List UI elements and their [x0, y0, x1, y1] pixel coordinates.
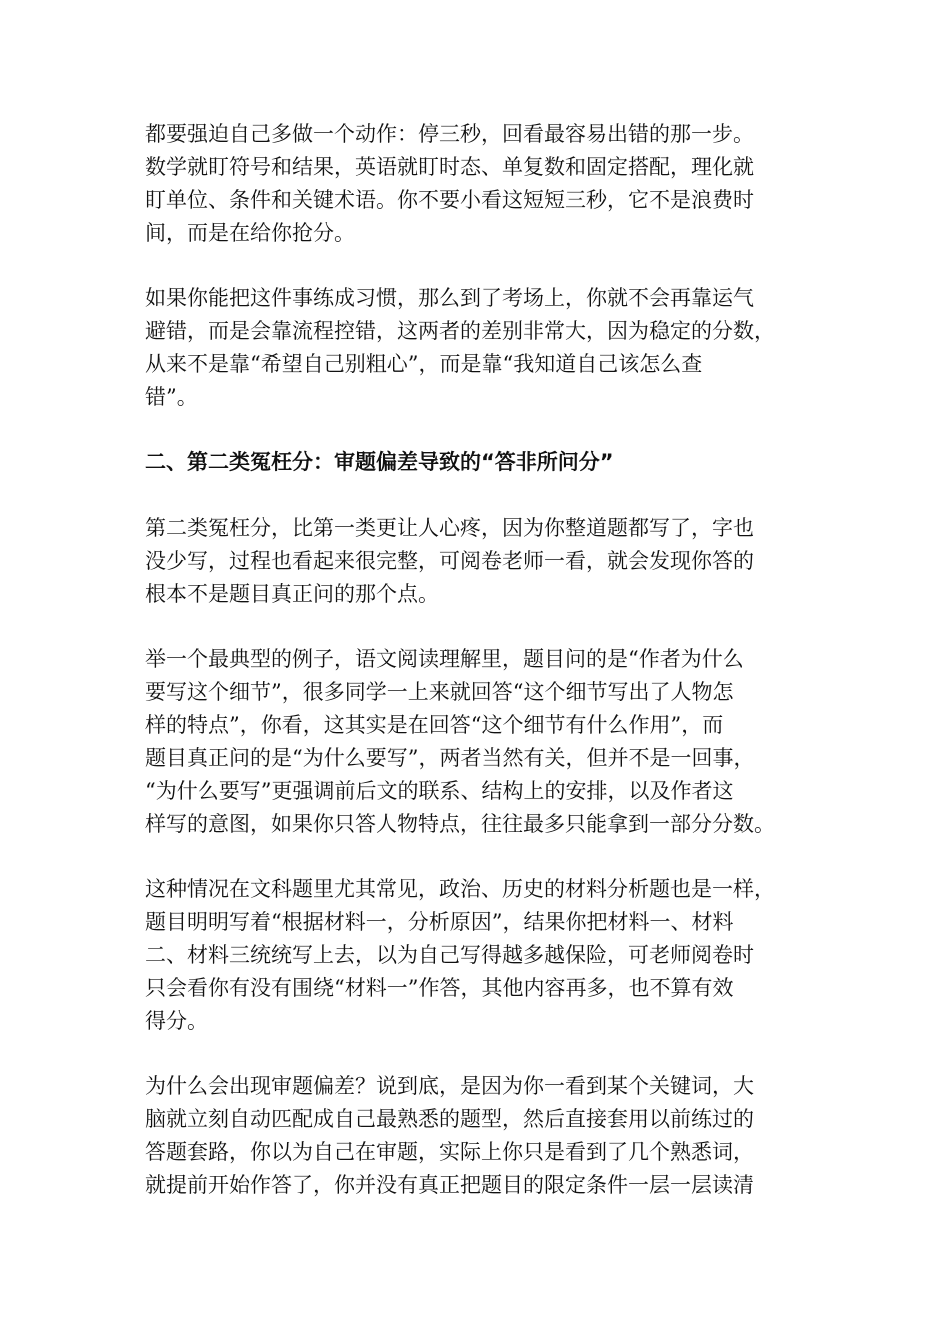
text-line: 为什么会出现审题偏差？说到底，是因为你一看到某个关键词，大: [145, 1074, 754, 1098]
text-line: 盯单位、条件和关键术语。你不要小看这短短三秒，它不是浪费时: [145, 188, 754, 212]
text-line: 这种情况在文科题里尤其常见，政治、历史的材料分析题也是一样，: [145, 877, 775, 901]
text-line: 题目真正问的是“为什么要写”，两者当然有关，但并不是一回事，: [145, 746, 755, 770]
text-line: 样写的意图，如果你只答人物特点，往往最多只能拿到一部分分数。: [145, 812, 775, 836]
text-line: 二、材料三统统写上去，以为自己写得越多越保险，可老师阅卷时: [145, 943, 754, 967]
text-line: 第二类冤枉分，比第一类更让人心疼，因为你整道题都写了，字也: [145, 516, 754, 540]
paragraph-habit-result: [145, 282, 810, 414]
text-line: 避错，而是会靠流程控错，这两者的差别非常大，因为稳定的分数，: [145, 319, 775, 343]
text-line: 如果你能把这件事练成习惯，那么到了考场上，你就不会再靠运气: [145, 286, 754, 310]
text-line: 举一个最典型的例子，语文阅读理解里，题目问的是“作者为什么: [145, 647, 744, 671]
paragraph-chinese-example: [145, 643, 810, 841]
text-line: 题目明明写着“根据材料一，分析原因”，结果你把材料一、材料: [145, 910, 734, 934]
text-line: 答题套路，你以为自己在审题，实际上你只是看到了几个熟悉词，: [145, 1140, 754, 1164]
text-line: 都要强迫自己多做一个动作：停三秒，回看最容易出错的那一步。: [145, 122, 754, 146]
text-line: 没少写，过程也看起来很完整，可阅卷老师一看，就会发现你答的: [145, 549, 754, 573]
paragraph-check-habit: [145, 118, 810, 250]
section-heading: [145, 446, 810, 479]
paragraph-why-deviation: [145, 1070, 810, 1202]
text-line: 就提前开始作答了，你并没有真正把题目的限定条件一层一层读清: [145, 1173, 754, 1197]
document-page: [145, 118, 810, 1234]
heading-text: 二、第二类冤枉分：审题偏差导致的“答非所问分”: [145, 450, 614, 474]
text-line: 从来不是靠“希望自己别粗心”，而是靠“我知道自己该怎么查: [145, 352, 703, 376]
text-line: 错”。: [145, 385, 198, 409]
text-line: “为什么要写”更强调前后文的联系、结构上的安排，以及作者这: [145, 779, 734, 803]
text-line: 要写这个细节”，很多同学一上来就回答“这个细节写出了人物怎: [145, 680, 734, 704]
text-line: 间，而是在给你抢分。: [145, 221, 355, 245]
paragraph-second-type-intro: [145, 512, 810, 611]
text-line: 根本不是题目真正问的那个点。: [145, 582, 439, 606]
text-line: 数学就盯符号和结果，英语就盯时态、单复数和固定搭配，理化就: [145, 155, 754, 179]
text-line: 只会看你有没有围绕“材料一”作答，其他内容再多，也不算有效: [145, 976, 734, 1000]
text-line: 样的特点”，你看，这其实是在回答“这个细节有什么作用”，而: [145, 713, 724, 737]
paragraph-liberal-arts-example: [145, 873, 810, 1038]
text-line: 脑就立刻自动匹配成自己最熟悉的题型，然后直接套用以前练过的: [145, 1107, 754, 1131]
text-line: 得分。: [145, 1009, 208, 1033]
